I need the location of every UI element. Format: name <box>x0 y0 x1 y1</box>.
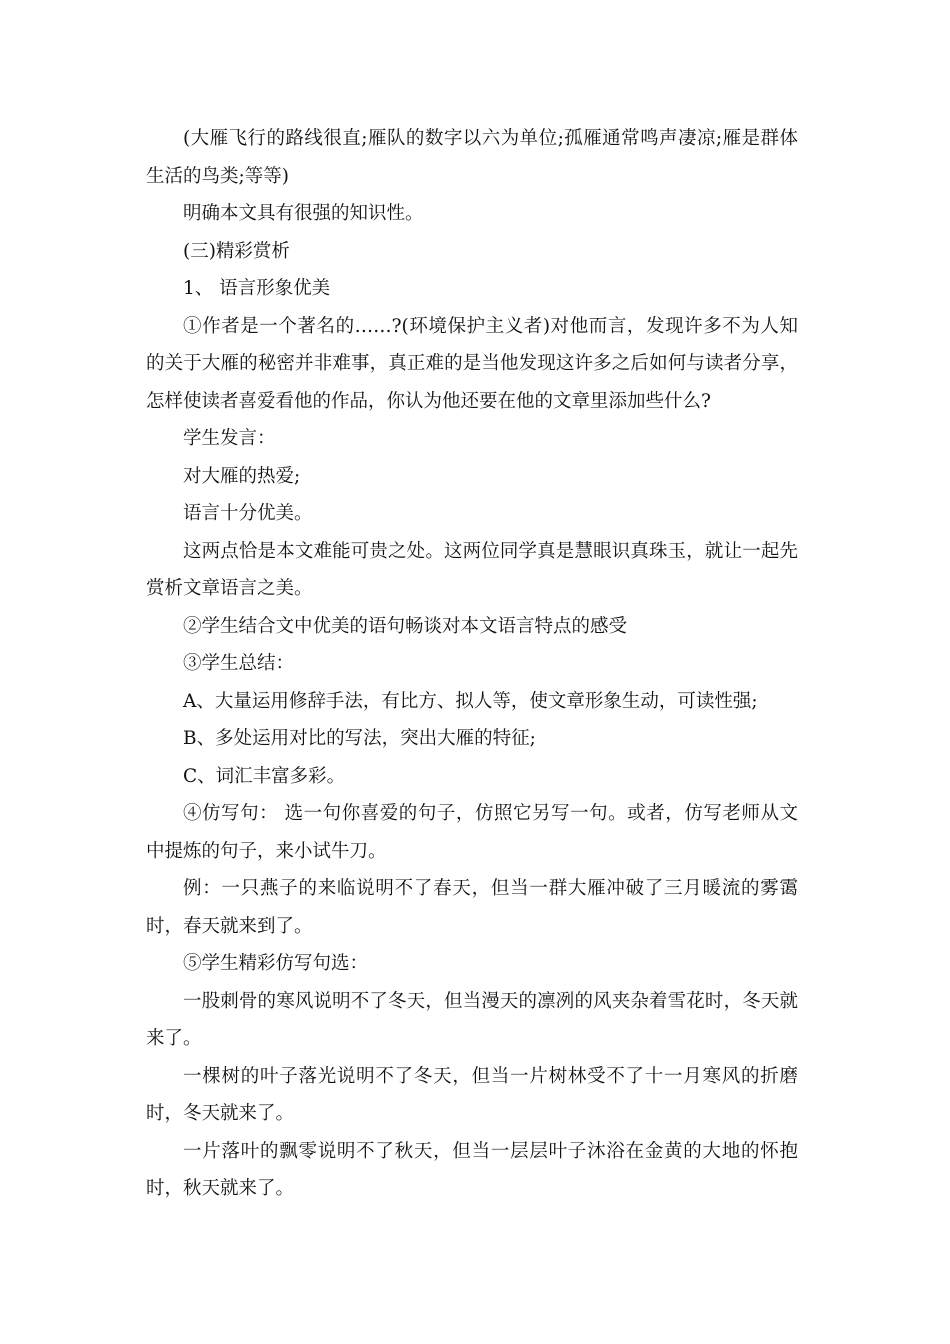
paragraph-step-5: ⑤学生精彩仿写句选： <box>183 953 369 974</box>
section-heading-appreciation: (三)精彩赏析 <box>183 240 290 262</box>
paragraph-student-speech: 学生发言： <box>183 428 276 449</box>
paragraph-wild-goose-facts: (大雁飞行的路线很直;雁队的数字以六为单位;孤雁通常鸣声凄凉;雁是群体生活的鸟类;等等) <box>146 128 798 187</box>
paragraph-sample-winter-tree: 一棵树的叶子落光说明不了冬天，但当一片树林受不了十一月寒风的折磨时，冬天就来了。 <box>146 1065 798 1124</box>
paragraph-author-question: ①作者是一个著名的……?(环境保护主义者)对他而言，发现许多不为人知的关于大雁的秘密并非难事，真正难的是当他发现这许多之后如何与读者分享，怎样使读者喜爱看他的作品，你认为他还要在他的文章里添加些什么? <box>146 315 798 412</box>
paragraph-summary-b: B、多处运用对比的写法，突出大雁的特征; <box>183 728 536 749</box>
paragraph-beautiful-language: 语言十分优美。 <box>183 503 313 524</box>
document-body <box>146 120 798 1208</box>
paragraph-knowledge-note: 明确本文具有很强的知识性。 <box>183 203 424 224</box>
paragraph-sample-autumn: 一片落叶的飘零说明不了秋天，但当一层层叶子沐浴在金黄的大地的怀抱时，秋天就来了。 <box>146 1140 798 1199</box>
paragraph-step-3: ③学生总结： <box>183 653 295 674</box>
paragraph-step-2: ②学生结合文中优美的语句畅谈对本文语言特点的感受 <box>183 615 628 637</box>
paragraph-summary-c: C、词汇丰富多彩。 <box>183 765 346 787</box>
paragraph-teacher-comment: 这两点恰是本文难能可贵之处。这两位同学真是慧眼识真珠玉，就让一起先赏析文章语言之美。 <box>146 540 798 599</box>
paragraph-sample-winter-wind: 一股刺骨的寒风说明不了冬天，但当漫天的凛冽的风夹杂着雪花时，冬天就来了。 <box>146 990 798 1049</box>
paragraph-summary-a: A、大量运用修辞手法，有比方、拟人等，使文章形象生动，可读性强; <box>183 690 758 712</box>
paragraph-example: 例：一只燕子的来临说明不了春天，但当一群大雁冲破了三月暖流的雾霭时，春天就来到了。 <box>146 878 798 937</box>
paragraph-step-4: ④仿写句： 选一句你喜爱的句子，仿照它另写一句。或者，仿写老师从文中提炼的句子，来小试牛刀。 <box>146 803 798 862</box>
subsection-heading-language: 1、 语言形象优美 <box>183 278 331 299</box>
paragraph-love-of-geese: 对大雁的热爱; <box>183 465 301 487</box>
